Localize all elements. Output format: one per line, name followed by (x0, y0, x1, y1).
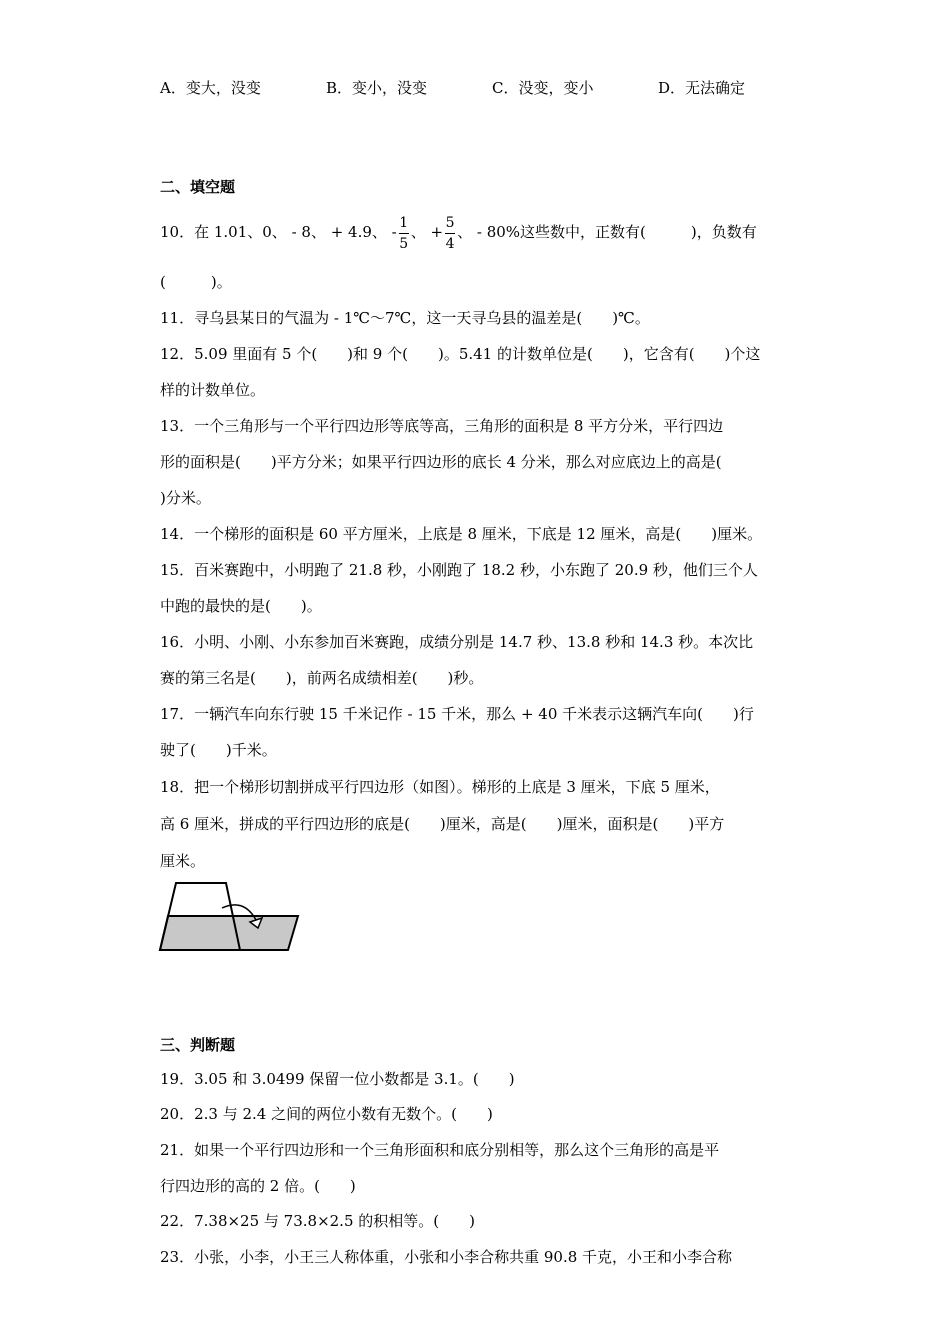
question-10-line2: ( )。 (160, 273, 232, 291)
fraction-five-fourths (445, 215, 455, 252)
fraction-one-fifth (399, 215, 409, 252)
section-fill-title: 二、填空题 (160, 178, 236, 196)
question-17-line1: 17．一辆汽车向东行驶 15 千米记作 - 15 千米，那么 + 40 千米表示这辆汽车向( )行 (160, 705, 754, 723)
q10-prefix: 10．在 1.01、0、 - 8、 + 4.9、 - (160, 223, 397, 241)
question-15-line1: 15．百米赛跑中，小明跑了 21.8 秒，小刚跑了 18.2 秒，小东跑了 20.9 秒，他们三个人 (160, 561, 758, 579)
question-15-line2: 中跑的最快的是( )。 (160, 597, 322, 615)
question-14: 14．一个梯形的面积是 60 平方厘米，上底是 8 厘米，下底是 12 厘米，高是( )厘米。 (160, 525, 763, 543)
question-20: 20．2.3 与 2.4 之间的两位小数有无数个。( ) (160, 1105, 493, 1123)
option-a: A．变大，没变 (160, 79, 261, 97)
fraction-denominator: 4 (445, 235, 455, 252)
question-18-line3: 厘米。 (160, 852, 206, 870)
question-16-line1: 16．小明、小刚、小东参加百米赛跑，成绩分别是 14.7 秒、13.8 秒和 14.3 秒。本次比 (160, 633, 754, 651)
question-23: 23．小张，小李，小王三人称体重，小张和小李合称共重 90.8 千克，小王和小李合称 (160, 1248, 733, 1266)
question-12-line2: 样的计数单位。 (160, 381, 266, 399)
question-18-line2: 高 6 厘米，拼成的平行四边形的底是( )厘米，高是( )厘米，面积是( )平方 (160, 815, 725, 833)
fraction-denominator: 5 (399, 235, 409, 252)
option-c: C．没变，变小 (492, 79, 594, 97)
question-12-line1: 12．5.09 里面有 5 个( )和 9 个( )。5.41 的计数单位是( )，它含有( )个这 (160, 345, 761, 363)
q10-mid: 、 + (410, 223, 444, 241)
fraction-numerator: 1 (399, 214, 409, 231)
question-11: 11．寻乌县某日的气温为 - 1℃～7℃，这一天寻乌县的温差是( )℃。 (160, 309, 650, 327)
question-21-line1: 21．如果一个平行四边形和一个三角形面积和底分别相等，那么这个三角形的高是平 (160, 1141, 720, 1159)
question-22: 22．7.38×25 与 73.8×2.5 的积相等。( ) (160, 1212, 475, 1230)
question-17-line2: 驶了( )千米。 (160, 741, 277, 759)
question-10 (160, 212, 757, 252)
question-18-line1: 18．把一个梯形切割拼成平行四边形（如图）。梯形的上底是 3 厘米，下底 5 厘米， (160, 778, 720, 796)
trapezoid-to-parallelogram-figure (158, 878, 303, 956)
question-19: 19．3.05 和 3.0499 保留一位小数都是 3.1。( ) (160, 1070, 515, 1088)
section-judge-title: 三、判断题 (160, 1036, 236, 1054)
question-13-line2: 形的面积是( )平方分米；如果平行四边形的底长 4 分米，那么对应底边上的高是( (160, 453, 722, 471)
question-13-line3: )分米。 (160, 489, 211, 507)
parallelogram-shaded (160, 916, 298, 950)
option-d: D．无法确定 (658, 79, 746, 97)
question-13-line1: 13．一个三角形与一个平行四边形等底等高，三角形的面积是 8 平方分米，平行四边 (160, 417, 724, 435)
question-16-line2: 赛的第三名是( )，前两名成绩相差( )秒。 (160, 669, 484, 687)
option-b: B．变小，没变 (326, 79, 428, 97)
question-21-line2: 行四边形的高的 2 倍。( ) (160, 1177, 356, 1195)
fraction-numerator: 5 (445, 214, 455, 231)
q10-suffix: 、 - 80%这些数中，正数有( )，负数有 (457, 223, 757, 241)
